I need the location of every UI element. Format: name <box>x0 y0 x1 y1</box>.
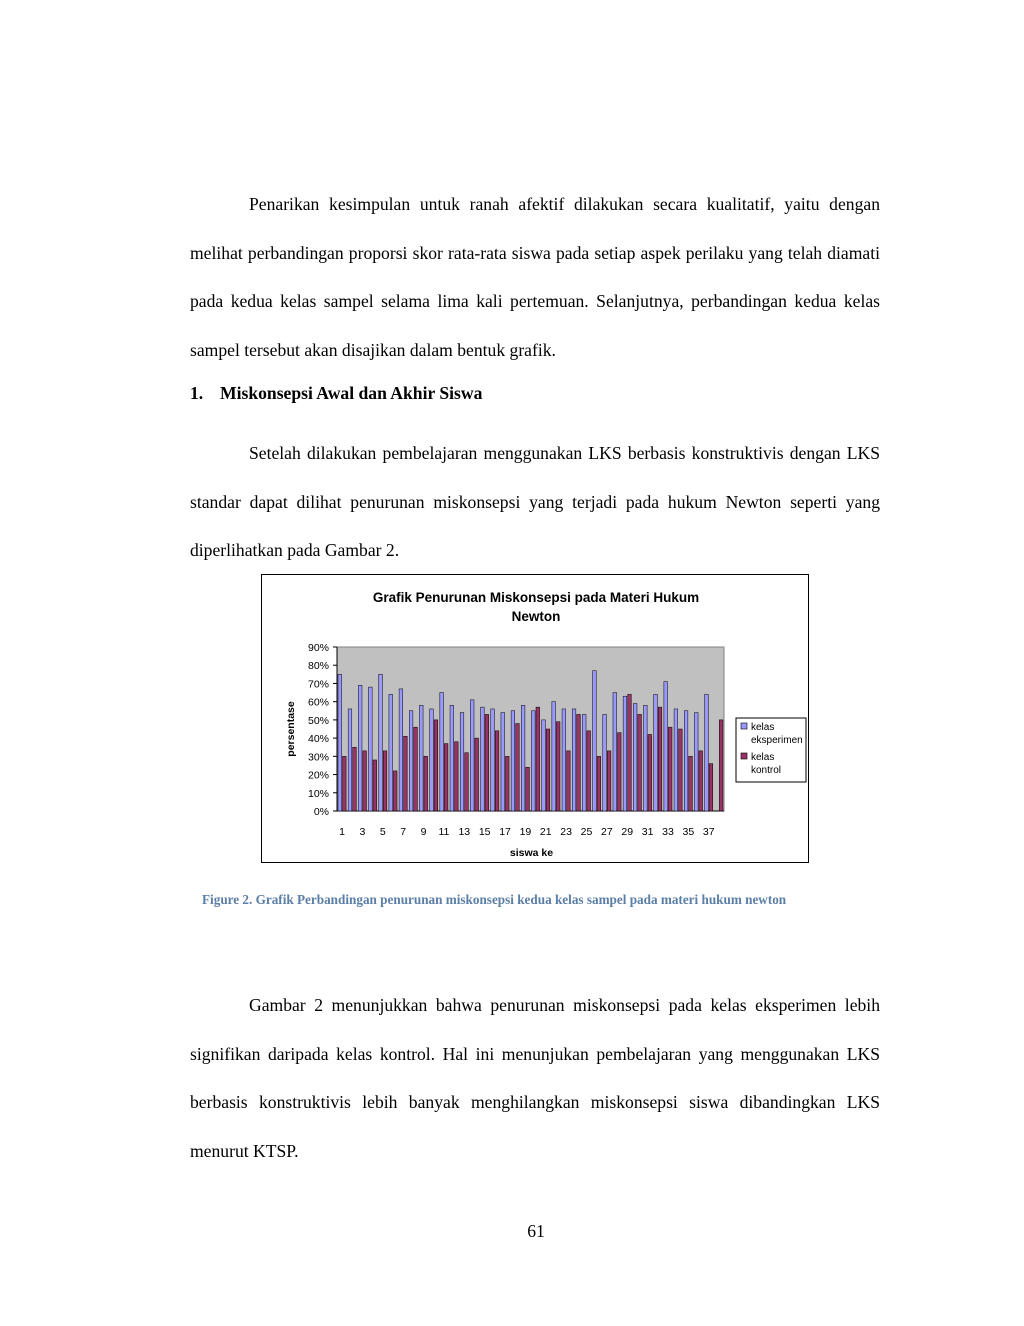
bar-kontrol <box>658 707 662 811</box>
x-tick-label: 15 <box>478 826 491 838</box>
bar-eksperimen <box>450 705 454 811</box>
bar-kontrol <box>628 694 632 811</box>
figure-caption: Figure 2. Grafik Perbandingan penurunan miskonsepsi kedua kelas sampel pada materi hukum newton <box>202 892 787 907</box>
bar-eksperimen <box>511 711 515 811</box>
bar-eksperimen <box>603 714 607 811</box>
bar-kontrol <box>363 751 367 811</box>
paragraph-conclusion: Gambar 2 menunjukkan bahwa penurunan miskonsepsi pada kelas eksperimen lebih signifikan daripada kelas kontrol. Hal ini menunjukan pembelajaran yang menggunakan LKS berbasis konstruktivis lebih banyak menghilangkan miskonsepsi siswa dibandingkan LKS menurut KTSP. <box>190 995 880 1162</box>
bar-eksperimen <box>613 693 617 811</box>
bar-eksperimen <box>491 709 495 811</box>
x-tick-label: 37 <box>702 826 715 838</box>
y-tick-label: 0% <box>313 806 329 818</box>
legend-label: kelas <box>751 722 775 733</box>
x-tick-label: 33 <box>662 826 674 838</box>
bar-kontrol <box>383 751 387 811</box>
bar-kontrol <box>373 760 377 811</box>
section-title: Miskonsepsi Awal dan Akhir Siswa <box>220 383 483 403</box>
bar-kontrol <box>526 767 530 811</box>
y-tick-label: 50% <box>307 714 329 727</box>
x-tick-label: 25 <box>580 826 593 838</box>
bar-kontrol <box>699 751 703 811</box>
x-tick-label: 21 <box>539 826 552 838</box>
section-number: 1. <box>190 383 204 403</box>
bar-kontrol <box>648 734 652 811</box>
bar-eksperimen <box>694 713 698 811</box>
bar-kontrol <box>414 727 418 811</box>
bar-eksperimen <box>389 694 393 811</box>
legend-swatch <box>741 723 747 729</box>
bar-eksperimen <box>623 696 627 811</box>
x-tick-label: 23 <box>560 826 572 838</box>
x-tick-label: 19 <box>519 826 532 838</box>
y-tick-label: 40% <box>307 733 329 746</box>
x-tick-label: 13 <box>458 826 471 838</box>
bar-kontrol <box>617 733 621 811</box>
bar-eksperimen <box>358 685 362 811</box>
bar-kontrol <box>536 707 540 811</box>
paragraph-intro: Penarikan kesimpulan untuk ranah afektif dilakukan secara kualitatif, yaitu dengan melihat perbandingan proporsi skor rata-rata siswa pada setiap aspek perilaku yang telah diamati pada kedua kelas sampel selama lima kali pertemuan. Selanjutnya, perbandingan kedua kelas sampel tersebut akan disajikan dalam bentuk grafik. <box>190 194 880 361</box>
bar-eksperimen <box>501 713 505 811</box>
bar-kontrol <box>607 751 611 811</box>
bar-eksperimen <box>348 709 352 811</box>
y-tick-label: 90% <box>307 642 329 654</box>
chart-figure <box>261 574 809 863</box>
bar-kontrol <box>343 756 347 811</box>
bar-eksperimen <box>440 693 444 811</box>
x-axis-label: siswa ke <box>509 847 554 859</box>
bar-eksperimen <box>460 713 464 811</box>
bar-eksperimen <box>684 711 688 811</box>
legend-label: kelas <box>751 752 775 763</box>
bar-kontrol <box>516 724 520 811</box>
y-tick-label: 20% <box>307 769 329 782</box>
bar-eksperimen <box>674 709 678 811</box>
paragraph-setelah: Setelah dilakukan pembelajaran menggunakan LKS berbasis konstruktivis dengan LKS standar dapat dilihat penurunan miskonsepsi yang terjadi pada hukum Newton seperti yang diperlihatkan pada Gambar 2. <box>190 443 880 561</box>
x-tick-label: 27 <box>601 826 613 838</box>
x-tick-label: 3 <box>359 826 366 838</box>
bar-eksperimen <box>705 694 709 811</box>
x-tick-label: 9 <box>420 826 427 838</box>
bar-kontrol <box>495 731 499 811</box>
bar-kontrol <box>434 720 438 811</box>
bar-eksperimen <box>572 709 576 811</box>
legend-label: eksperimen <box>751 735 803 746</box>
bar-kontrol <box>679 729 683 811</box>
bar-eksperimen <box>338 674 342 811</box>
x-tick-label: 5 <box>379 826 386 838</box>
x-tick-label: 7 <box>400 826 407 838</box>
bar-kontrol <box>475 738 479 811</box>
bar-kontrol <box>719 720 723 811</box>
bar-eksperimen <box>470 700 474 811</box>
bar-kontrol <box>404 736 408 811</box>
bar-eksperimen <box>409 711 413 811</box>
bar-eksperimen <box>552 702 556 811</box>
chart-title-line: Grafik Penurunan Miskonsepsi pada Materi Hukum <box>372 590 700 605</box>
bar-kontrol <box>393 771 397 811</box>
x-tick-label: 31 <box>641 826 654 838</box>
x-tick-label: 17 <box>499 826 511 838</box>
bar-kontrol <box>505 756 509 811</box>
bar-eksperimen <box>562 709 566 811</box>
bar-eksperimen <box>430 709 434 811</box>
bar-eksperimen <box>481 707 485 811</box>
bar-kontrol <box>424 756 428 811</box>
bar-eksperimen <box>644 705 648 811</box>
y-tick-label: 10% <box>307 787 329 800</box>
bar-eksperimen <box>654 694 658 811</box>
legend-swatch <box>741 753 747 759</box>
bar-kontrol <box>638 714 642 811</box>
bar-eksperimen <box>593 671 597 811</box>
x-tick-label: 35 <box>682 826 695 838</box>
bar-kontrol <box>546 729 550 811</box>
bar-eksperimen <box>542 720 546 811</box>
y-tick-label: 80% <box>307 660 329 673</box>
bar-kontrol <box>353 747 357 811</box>
bar-kontrol <box>567 751 571 811</box>
y-axis-label: persentase <box>285 701 297 757</box>
bar-eksperimen <box>379 674 383 811</box>
chart-title-line: Newton <box>511 609 561 624</box>
x-tick-label: 11 <box>438 826 450 838</box>
bar-kontrol <box>587 731 591 811</box>
bar-kontrol <box>455 742 459 811</box>
bar-eksperimen <box>419 705 423 811</box>
bar-eksperimen <box>633 703 637 811</box>
bar-kontrol <box>597 756 601 811</box>
y-tick-label: 30% <box>307 751 329 764</box>
bar-kontrol <box>668 727 672 811</box>
y-tick-label: 60% <box>307 696 329 709</box>
x-tick-label: 1 <box>339 826 346 838</box>
chart-svg <box>262 575 808 862</box>
section-heading <box>190 383 482 404</box>
bar-kontrol <box>465 753 469 811</box>
bar-eksperimen <box>399 689 403 811</box>
bar-kontrol <box>485 714 489 811</box>
bar-eksperimen <box>532 711 536 811</box>
x-tick-label: 29 <box>621 826 634 838</box>
bar-eksperimen <box>664 682 668 811</box>
bar-eksperimen <box>369 687 373 811</box>
legend-label: kontrol <box>751 765 782 776</box>
bar-kontrol <box>709 764 713 811</box>
bar-kontrol <box>556 722 560 811</box>
bar-eksperimen <box>582 714 586 811</box>
bar-kontrol <box>689 756 693 811</box>
bar-kontrol <box>577 714 581 811</box>
y-tick-label: 70% <box>307 678 329 691</box>
page-number: 61 <box>527 1221 545 1241</box>
bar-eksperimen <box>521 705 525 811</box>
bar-kontrol <box>444 744 448 811</box>
